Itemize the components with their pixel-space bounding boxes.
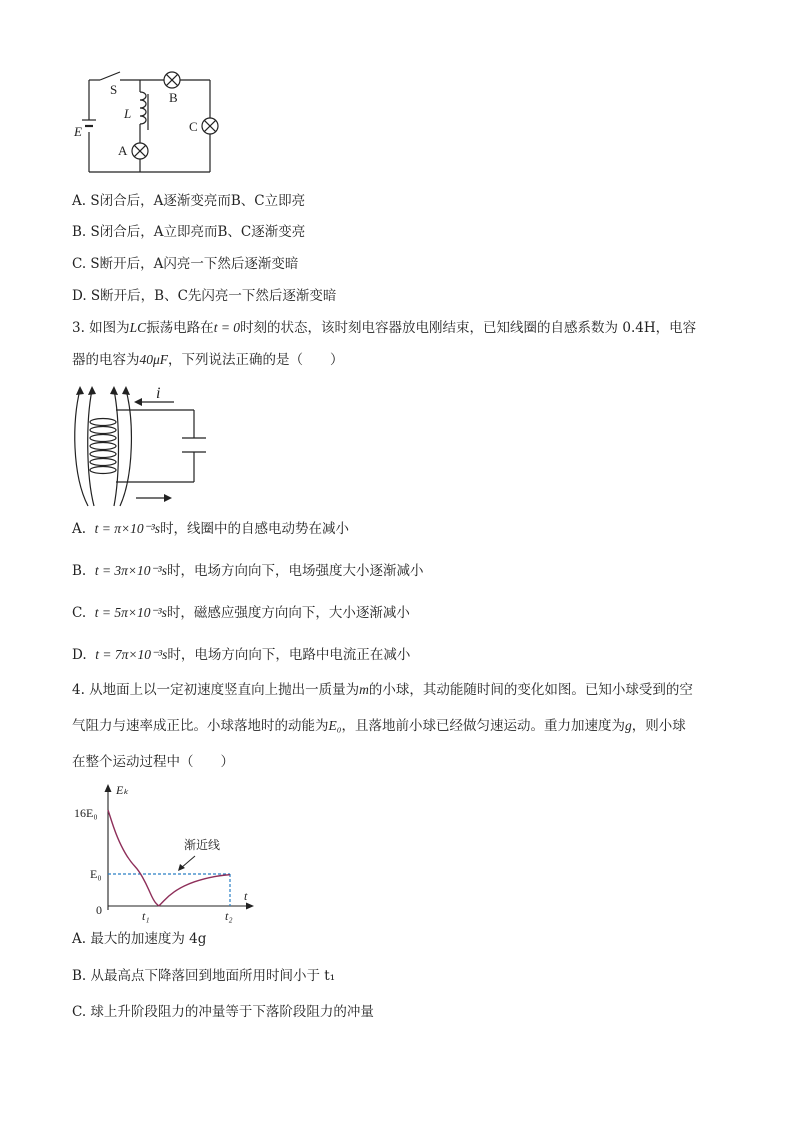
circuit-figure bbox=[72, 64, 232, 176]
q4-option-c: C. 球上升阶段阻力的冲量等于下落阶段阻力的冲量 bbox=[72, 1004, 374, 1020]
q4-stem-line1: 4. 从地面上以一定初速度竖直向上抛出一质量为m的小球，其动能随时间的变化如图。已知小球受到的空 bbox=[72, 682, 693, 698]
label-b: B bbox=[169, 90, 178, 105]
lc-circuit-figure bbox=[70, 380, 210, 510]
label-s: S bbox=[110, 82, 118, 97]
q4-stem-line3: 在整个运动过程中（ ） bbox=[72, 754, 234, 770]
q3-option-b: B. t = 3π×10⁻³s时，电场方向向下，电场强度大小逐渐减小 bbox=[72, 563, 424, 579]
x-tick-t2: t₂ bbox=[225, 909, 233, 923]
ek-time-chart bbox=[70, 780, 260, 925]
q4-stem-line2: 气阻力与速率成正比。小球落地时的动能为E₀，且落地前小球已经做匀速运动。重力加速度为g，则小球 bbox=[72, 718, 686, 734]
q3-stem-line1: 3. 如图为LC振荡电路在t = 0时刻的状态，该时刻电容器放电刚结束，已知线圈的自感系数为 0.4H，电容 bbox=[72, 320, 697, 336]
q2-option-d: D. S断开后，B、C先闪亮一下然后逐渐变暗 bbox=[72, 288, 337, 304]
label-l: L bbox=[124, 106, 132, 121]
q2-option-b: B. S闭合后，A立即亮而B、C逐渐变亮 bbox=[72, 224, 306, 240]
q4-option-a: A. 最大的加速度为 4g bbox=[72, 931, 207, 947]
y-tick-16e0: 16E₀ bbox=[74, 806, 98, 820]
q2-option-c: C. S断开后，A闪亮一下然后逐渐变暗 bbox=[72, 256, 299, 272]
y-axis-label: Eₖ bbox=[116, 783, 129, 797]
x-axis-label: t bbox=[244, 889, 248, 903]
q3-option-a: A. t = π×10⁻³s时，线圈中的自感电动势在减小 bbox=[72, 521, 350, 537]
q3-option-c: C. t = 5π×10⁻³s时，磁感应强度方向向下，大小逐渐减小 bbox=[72, 605, 410, 621]
y-tick-e0: E₀ bbox=[90, 867, 102, 881]
y-tick-0: 0 bbox=[96, 903, 102, 917]
current-label-i: i bbox=[156, 385, 161, 402]
label-c: C bbox=[189, 119, 198, 134]
x-tick-t1: t₁ bbox=[142, 909, 150, 923]
q3-stem-line2: 器的电容为40μF，下列说法正确的是（ ） bbox=[72, 352, 344, 368]
asymptote-annotation: 渐近线 bbox=[184, 838, 221, 852]
label-a: A bbox=[118, 143, 128, 158]
q3-option-d: D. t = 7π×10⁻³s时，电场方向向下，电路中电流正在减小 bbox=[72, 647, 411, 663]
ek-curve-segment-2 bbox=[159, 875, 230, 906]
q4-option-b: B. 从最高点下降落回到地面所用时间小于 t₁ bbox=[72, 968, 336, 984]
q2-option-a: A. S闭合后，A逐渐变亮而B、C立即亮 bbox=[72, 193, 306, 209]
label-e: E bbox=[74, 124, 82, 139]
ek-curve-segment-1 bbox=[108, 810, 159, 906]
